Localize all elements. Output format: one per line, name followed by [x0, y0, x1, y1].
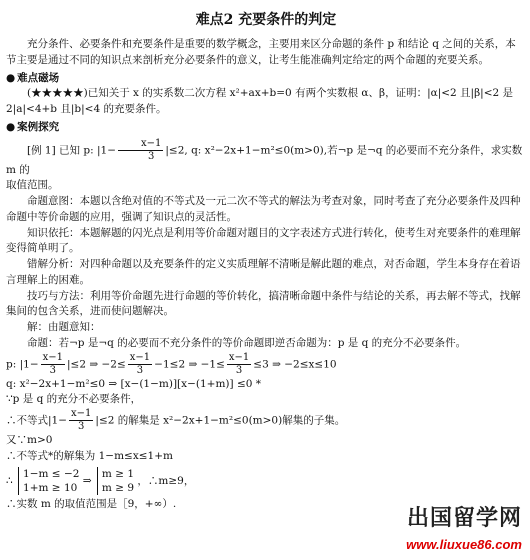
fraction: [227, 352, 251, 377]
therefore-symbol: ∴: [6, 474, 13, 487]
line2-text-b: |≤2 ⇒ −2≤: [67, 358, 126, 370]
example-text-c: 取值范围。: [6, 179, 59, 192]
line2-text-c: −1≤2 ⇒ −1≤: [154, 358, 225, 370]
skill-paragraph: 技巧与方法：利用等价命题先进行命题的等价转化，搞清晰命题中条件与结论的关系，再去解不等式，找解集间的包含关系，进而使问题解决。: [6, 289, 521, 318]
intro-paragraph: 充分条件、必要条件和充要条件是重要的数学概念，主要用来区分命题的条件 p 和结论 q 之间的关系，本节主要是通过不同的知识点来剖析充分必要条件的意义，让考生能准确判定给定的两个命题的充要关系。: [6, 38, 516, 66]
fraction-denominator: 3: [235, 364, 243, 376]
solution-line-2: [6, 352, 526, 377]
section-heading-magnetic: ● 难点磁场: [6, 71, 526, 87]
system-right: [97, 467, 134, 495]
system-conclusion: ，∴m≥9，: [137, 474, 195, 487]
section-heading-case: ● 案例探究: [6, 120, 526, 136]
watermark-title: 出国留学网: [406, 505, 522, 531]
fraction-numerator: x−1: [129, 351, 151, 363]
solution-line-9: ∴实数 m 的取值范围是［9，+∞）.: [6, 497, 177, 510]
solution-line-3: q: x²−2x+1−m²≤0 ⇒ [x−(1−m)][x−(1+m)] ≤0 *: [6, 377, 262, 390]
system-right-row-2: m ≥ 9: [101, 481, 135, 494]
solution-heading: 解：由题意知：: [27, 321, 101, 333]
document-page: [6, 6, 526, 512]
fraction-numerator: x−1: [42, 351, 64, 363]
line5-text-a: ∴不等式|1−: [6, 414, 68, 427]
fraction-numerator: x−1: [228, 351, 250, 363]
fraction-denominator: 3: [136, 364, 144, 376]
fraction: [128, 352, 152, 377]
fraction-numerator: x−1: [118, 138, 163, 151]
problem-statement: (★★★★★)已知关于 x 的实系数二次方程 x²+ax+b=0 有两个实数根 α、β，证明：|α|<2 且|β|<2 是 2|a|<4+b 且|b|<4 的充要条件。: [6, 87, 514, 115]
example-text-b: |≤2, q: x²−2x+1−m²≤0(m>0),若¬p 是¬q 的必要而不充分条件，求实数 m 的: [6, 144, 523, 176]
system-left: [18, 467, 79, 495]
fraction-denominator: 3: [78, 421, 85, 432]
solution-line-7: ∴不等式*的解集为 1−m≤x≤1+m: [6, 449, 173, 462]
solution-line-6: 又∵m>0: [6, 434, 53, 446]
intent-paragraph: 命题意图：本题以含绝对值的不等式及一元二次不等式的解法为考查对象，同时考查了充分必要条件及四种命题中等价命题的应用，强调了知识点的灵活性。: [6, 195, 521, 223]
fraction: [41, 352, 65, 377]
line2-text-a: p: |1−: [6, 358, 39, 370]
watermark: [406, 502, 522, 555]
watermark-url: www.liuxue86.com: [406, 536, 522, 552]
error-paragraph: 错解分析：对四种命题以及充要条件的定义实质理解不清晰是解此题的难点，对否命题，学生本身存在着语言理解上的困难。: [6, 258, 521, 286]
implies-symbol: ⇒: [82, 474, 92, 487]
system-left-row-2: 1+m ≥ 10: [23, 481, 78, 494]
example-1: [6, 138, 526, 179]
page-title: 难点2 充要条件的判定: [195, 12, 337, 28]
basis-paragraph: 知识依托：本题解题的闪光点是利用等价命题对题目的文字表述方式进行转化，使考生对充要条件的难理解变得简单明了。: [6, 226, 521, 255]
fraction: [69, 408, 93, 433]
system-right-row-1: m ≥ 1: [101, 467, 135, 480]
solution-line-1: 命题：若¬p 是¬q 的必要而不充分条件的等价命题即逆否命题为：p 是 q 的充分不必要条件。: [27, 336, 467, 349]
system-left-row-1: 1−m ≤ −2: [23, 467, 80, 480]
fraction-numerator: x−1: [71, 408, 92, 419]
solution-line-8: [6, 467, 526, 495]
line5-text-b: |≤2 的解集是 x²−2x+1−m²≤0(m>0)解集的子集。: [95, 414, 346, 427]
solution-line-5: [6, 408, 526, 433]
fraction-denominator: 3: [148, 150, 155, 162]
example-text-a: [例 1] 已知 p: |1−: [27, 144, 116, 156]
fraction: [118, 138, 163, 163]
fraction-denominator: 3: [49, 364, 56, 376]
line2-text-d: ≤3 ⇒ −2≤x≤10: [253, 358, 337, 370]
solution-line-4: ∵p 是 q 的充分不必要条件，: [6, 393, 142, 406]
